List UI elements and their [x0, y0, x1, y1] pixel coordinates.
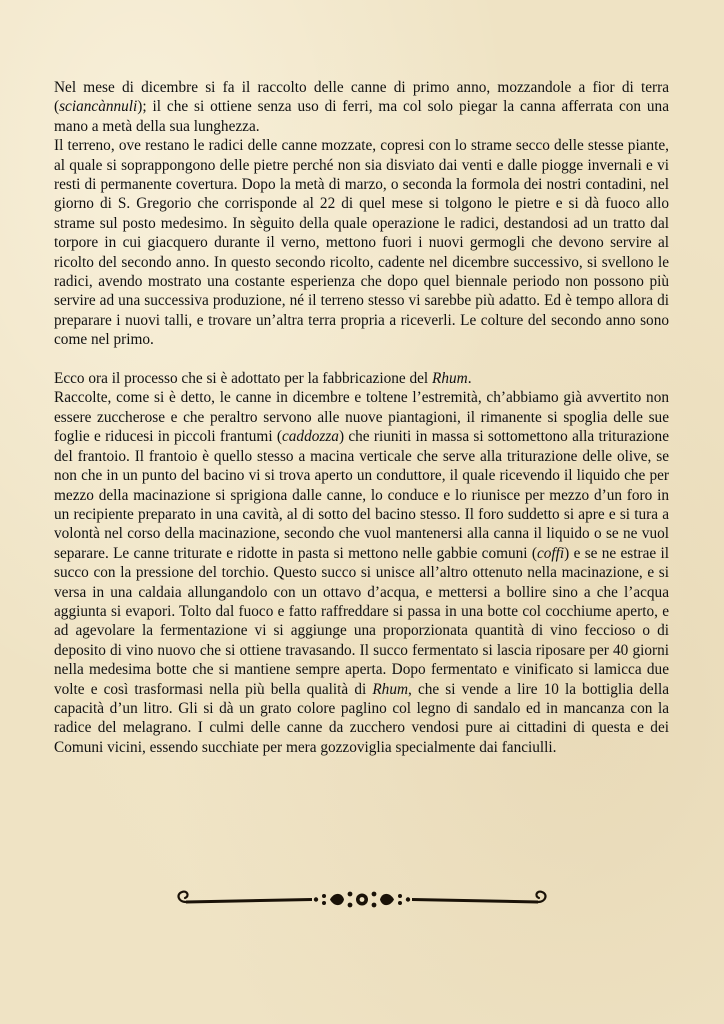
text-run: ) che riuniti in massa si sottomettono alla triturazione del frantoio. Il frantoio è quello stesso a macina verticale che serve alla triturazione delle olive, se non che in un punto del bacino vi si trova aperto un conduttore, il quale ricevendo il liquido che per mezzo della macinazione si sprigiona dalle canne, lo conduce e lo riunisce per mezzo d’un foro in un recipiente preparato in una cavità, al di sotto del bacino stesso. Il foro suddetto si apre e si tura a volontà nel corso della macinazione, secondo che vuol mantenersi alla canna il liquido o se ne vuol separare. Le canne triturate e ridotte in pasta si mettono nelle gabbie comuni (	[54, 428, 669, 562]
decorative-scroll-divider-icon	[172, 880, 552, 916]
text-run: .	[467, 370, 472, 388]
text-run: ); il che si ottiene senza uso di ferri, ma col solo piegar la canna afferrata con una mano a metà della sua lunghezza.	[54, 98, 669, 135]
italic-term-rhum: Rhum	[432, 370, 468, 388]
text-run: Ecco ora il processo che si è adottato per la fabbricazione del	[54, 370, 433, 388]
text-run: Nel mese di dicembre si fa il raccolto delle canne di primo anno, mozzandole a fior di terra (	[54, 79, 669, 116]
paragraph-raccolto	[54, 78, 669, 136]
text-run: ) e se ne estrae il succo con la pressione del torchio. Questo succo si unisce all’altro ottenuto nella macinazione, e si versa in una caldaia allungandolo con un ottavo d’acqua, e mettersi a bollire sino a che l’acqua aggiunta si evapori. Tolto dal fuoco e fatto raffreddare si passa in una botte col cocchiume aperto, e ad agevolare la fermentazione vi si aggiunge una proporzionata quantità di vino feccioso o di deposito di vino nuovo che si ottiene travasando. Il succo fermentato si lascia riposare per 40 giorni nella medesima botte che si mantiene sempre aperta. Dopo fermentato e vinificato si lamicca due volte e così trasformasi nella più bella qualità di	[54, 544, 669, 698]
text-run: Il terreno, ove restano le radici delle canne mozzate, copresi con lo strame secco delle stesse piante, al quale si soprappongono delle pietre perché non sia disviato dai venti e dalle piogge invernali e vi resti di permanente covertura. Dopo la metà di marzo, o seconda la formola dei nostri contadini, nel giorno di S. Gregorio che corrisponde al 22 di quel mese si tolgono le pietre e si dà fuoco allo strame sul posto medesimo. In sèguito della quale operazione le radici, destandosi ad un tratto dal torpore in cui giacquero durante il verno, mettono fuori i nuovi germogli che devono servire al ricolto del secondo anno. In questo secondo ricolto, cadente nel dicembre successivo, si svellono le radici, avendo mostrato una costante esperienza che dopo quel biennale periodo non possono più servire ad una successiva produzione, né il terreno stesso vi sarebbe più adatto. Ed è tempo allora di preparare i nuovi talli, e trovare un’altra terra propria a riceverli. Le colture del secondo anno sono come nel primo.	[54, 137, 669, 349]
italic-term-rhum: Rhum	[372, 680, 409, 698]
text-run: , che si vende a lire 10 la bottiglia della capacità d’un litro. Gli si dà un grato colore paglino col legno di sandalo ed in mancanza con la radice del melagrano. I culmi delle canne da zucchero vendosi pure ai cittadini di questa e dei Comuni vicini, essendo succhiate per mera gozzoviglia specialmente dai fanciulli.	[54, 680, 669, 756]
body-text	[54, 78, 669, 757]
paragraph-processo-intro	[54, 369, 669, 388]
paragraph-fabbricazione	[54, 388, 669, 757]
italic-term-coffi: coffi	[536, 544, 565, 562]
italic-term-caddozza: caddozza	[281, 428, 339, 446]
paragraph-terreno	[54, 136, 669, 349]
text-run: Raccolte, come si è detto, le canne in dicembre e toltene l’estremità, ch’abbiamo già avvertito non essere zuccherose e che peraltro servono alle nuove piantagioni, il rimanente si spoglia delle sue foglie e riducesi in piccoli frantumi (	[54, 389, 669, 446]
italic-term-sciancannuli: sciancànnuli	[59, 98, 138, 116]
